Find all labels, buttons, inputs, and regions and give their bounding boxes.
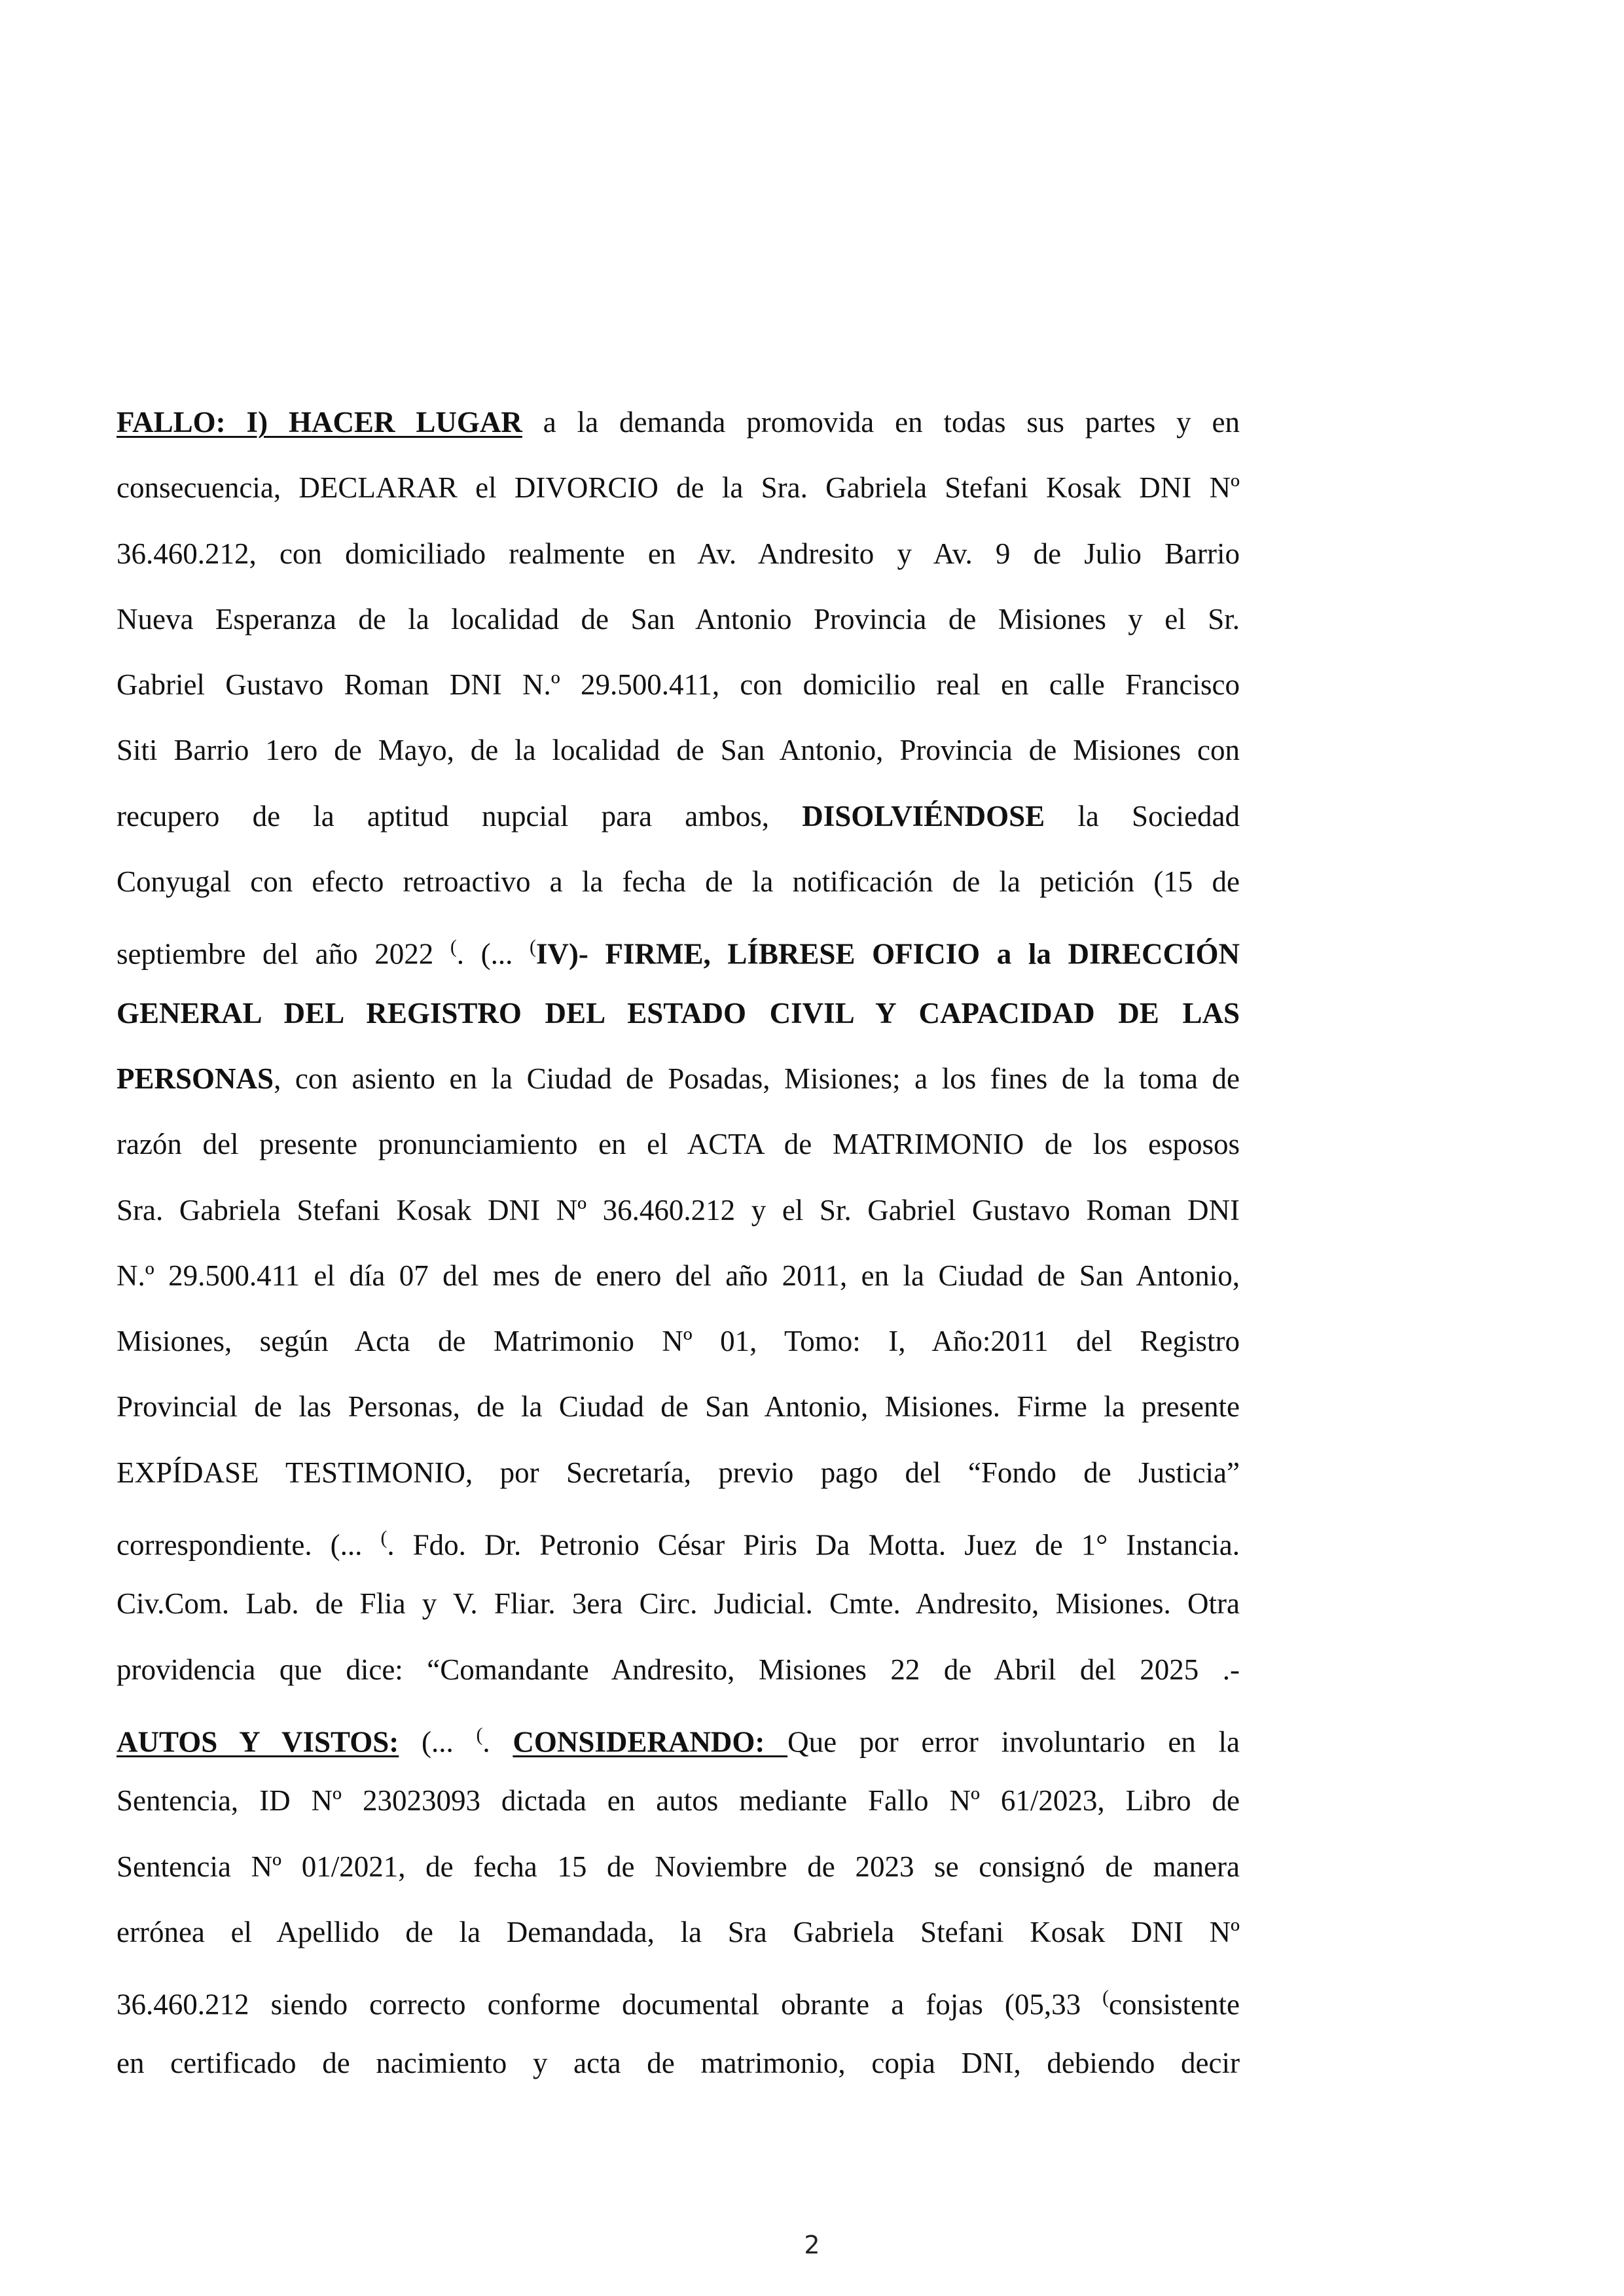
text-line — [117, 717, 1240, 783]
text-line — [117, 2030, 1240, 2096]
text-line — [117, 1768, 1240, 1833]
text-segment: recupero de la aptitud nupcial para ambos, — [117, 799, 803, 833]
text-segment: Conyugal con efecto retroactivo a la fecha de la notificación de la petición (15 de — [117, 865, 1240, 899]
text-segment: AUTOS Y VISTOS: — [117, 1725, 399, 1759]
text-segment: EXPÍDASE TESTIMONIO, por Secretaría, previo pago del “Fondo de Justicia” — [117, 1456, 1240, 1489]
text-segment: razón del presente pronunciamiento en el ACTA de MATRIMONIO de los esposos — [117, 1128, 1240, 1161]
text-segment: ( — [530, 937, 536, 958]
text-segment: Sra. Gabriela Stefani Kosak DNI Nº 36.460.212 y el Sr. Gabriel Gustavo Roman DNI — [117, 1193, 1240, 1227]
text-line — [117, 1374, 1240, 1439]
text-segment: Gabriel Gustavo Roman DNI N.º 29.500.411, con domicilio real en calle Francisco — [117, 668, 1240, 702]
text-segment: DISOLVIÉNDOSE — [802, 799, 1045, 833]
text-segment: Sentencia, ID Nº 23023093 dictada en autos mediante Fallo Nº 61/2023, Libro de — [117, 1784, 1240, 1818]
text-line — [117, 1965, 1240, 2030]
text-line — [117, 849, 1240, 914]
text-segment: Siti Barrio 1ero de Mayo, de la localidad de San Antonio, Provincia de Misiones con — [117, 734, 1240, 767]
text-segment: ( — [1102, 1987, 1110, 2009]
text-line — [117, 1899, 1240, 1965]
text-segment: (... — [399, 1725, 477, 1759]
text-segment: ( — [476, 1724, 483, 1746]
text-line — [117, 1440, 1240, 1505]
text-segment: septiembre del año 2022 — [117, 937, 450, 971]
text-segment: . — [482, 1725, 513, 1759]
text-line — [117, 783, 1240, 849]
text-line — [117, 1243, 1240, 1308]
text-segment: Sentencia Nº 01/2021, de fecha 15 de Noviembre de 2023 se consignó de manera — [117, 1850, 1240, 1883]
text-segment: , con asiento en la Ciudad de Posadas, Misiones; a los fines de la toma de — [274, 1062, 1240, 1095]
text-segment: Que por error involuntario en la — [787, 1725, 1240, 1759]
text-segment: ( — [450, 937, 457, 958]
text-segment: . (... — [456, 937, 530, 971]
text-line — [117, 521, 1240, 586]
body-text — [117, 389, 1240, 2096]
text-line — [117, 652, 1240, 717]
text-line — [117, 980, 1240, 1046]
text-segment: 36.460.212, con domiciliado realmente en Av. Andresito y Av. 9 de Julio Barrio — [117, 537, 1240, 570]
text-segment: GENERAL DEL REGISTRO DEL ESTADO CIVIL Y CAPACIDAD DE LAS — [117, 996, 1240, 1030]
text-line — [117, 586, 1240, 652]
text-segment: providencia que dice: “Comandante Andresito, Misiones 22 de Abril del 2025 .- — [117, 1653, 1240, 1686]
text-segment: correspondiente. (... — [117, 1528, 381, 1562]
text-segment: PERSONAS — [117, 1062, 274, 1095]
text-segment: consistente — [1109, 1988, 1240, 2021]
text-line — [117, 1046, 1240, 1111]
text-line — [117, 914, 1240, 980]
text-segment: consecuencia, DECLARAR el DIVORCIO de la Sra. Gabriela Stefani Kosak DNI Nº — [117, 471, 1240, 505]
text-segment: CONSIDERANDO: — [513, 1725, 788, 1759]
page-number: 2 — [804, 2231, 820, 2259]
text-segment: errónea el Apellido de la Demandada, la Sra Gabriela Stefani Kosak DNI Nº — [117, 1915, 1240, 1948]
text-segment: en certificado de nacimiento y acta de matrimonio, copia DNI, debiendo decir — [117, 2047, 1240, 2080]
text-segment: Civ.Com. Lab. de Flia y V. Fliar. 3era Circ. Judicial. Cmte. Andresito, Misiones. Otra — [117, 1587, 1240, 1621]
text-segment: FALLO: I) HACER LUGAR — [117, 406, 522, 439]
text-segment: N.º 29.500.411 el día 07 del mes de enero del año 2011, en la Ciudad de San Antonio, — [117, 1259, 1240, 1292]
text-segment: Nueva Esperanza de la localidad de San Antonio Provincia de Misiones y el Sr. — [117, 602, 1240, 636]
text-line — [117, 389, 1240, 455]
text-line — [117, 1177, 1240, 1243]
text-line — [117, 1111, 1240, 1177]
text-segment: ( — [380, 1528, 388, 1549]
text-segment: a la demanda promovida en todas sus partes y en — [522, 406, 1240, 439]
text-line — [117, 1505, 1240, 1571]
text-segment: Misiones, según Acta de Matrimonio Nº 01, Tomo: I, Año:2011 del Registro — [117, 1325, 1240, 1358]
text-line — [117, 1702, 1240, 1768]
text-line — [117, 1637, 1240, 1702]
text-segment: Provincial de las Personas, de la Ciudad de San Antonio, Misiones. Firme la presente — [117, 1390, 1240, 1424]
text-line — [117, 1308, 1240, 1374]
text-line — [117, 1834, 1240, 1899]
text-segment: . Fdo. Dr. Petronio César Piris Da Motta. Juez de 1° Instancia. — [387, 1528, 1240, 1562]
text-line — [117, 1571, 1240, 1636]
text-line — [117, 455, 1240, 520]
text-segment: 36.460.212 siendo correcto conforme documental obrante a fojas (05,33 — [117, 1988, 1103, 2021]
text-segment: IV)- FIRME, LÍBRESE OFICIO a la DIRECCIÓN — [535, 937, 1240, 971]
text-segment: la Sociedad — [1045, 799, 1240, 833]
